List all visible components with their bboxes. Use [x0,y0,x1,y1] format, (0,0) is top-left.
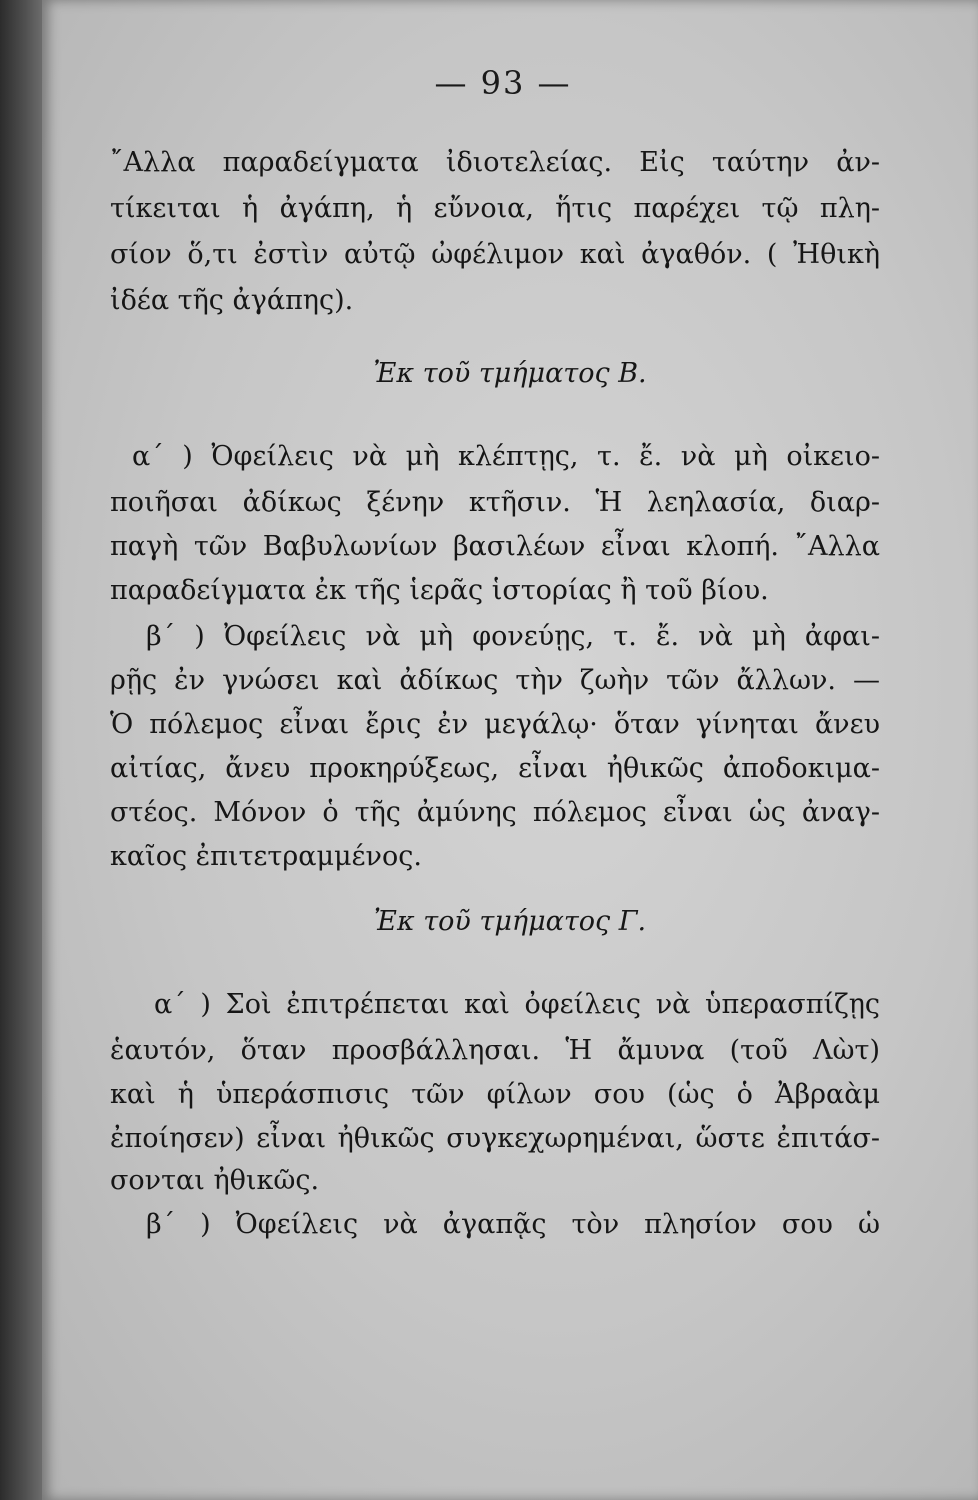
text-line: σονται ἠθικῶς. [110,1165,320,1196]
scan-edge-shadow [0,0,42,1500]
text-line: ῎Αλλα παραδείγματα ἰδιοτελείας. Εἰς ταύτην ἀν- [110,147,880,178]
section-heading: Ἐκ τοῦ τμήματος Β. [373,358,647,389]
text-line: καῖος ἐπιτετραμμένος. [110,841,422,872]
text-line: τίκειται ἡ ἀγάπη, ἡ εὔνοια, ἥτις παρέχει τῷ πλη- [110,193,880,224]
text-line: α΄ ) Ὀφείλεις νὰ μὴ κλέπτῃς, τ. ἔ. νὰ μὴ οἰκειο- [132,441,880,472]
text-line: ρῇς ἐν γνώσει καὶ ἀδίκως τὴν ζωὴν τῶν ἄλλων. — [110,665,880,696]
text-line: ἰδέα τῆς ἀγάπης). [110,285,354,316]
text-line: αἰτίας, ἄνευ προκηρύξεως, εἶναι ἠθικῶς ἀποδοκιμα- [110,753,880,784]
text-line: σίον ὅ,τι ἐστὶν αὐτῷ ὠφέλιμον καὶ ἀγαθόν. ( Ἠθικὴ [110,239,880,270]
book-page [42,0,978,1500]
text-line: β΄ ) Ὀφείλεις νὰ μὴ φονεύῃς, τ. ἔ. νὰ μὴ ἀφαι- [146,621,880,652]
section-heading: Ἐκ τοῦ τμήματος Γ. [373,906,647,937]
text-line: Ὁ πόλεμος εἶναι ἔρις ἐν μεγάλῳ· ὅταν γίνηται ἄνευ [110,709,880,740]
text-line: καὶ ἡ ὑπεράσπισις τῶν φίλων σου (ὡς ὁ Ἀβραὰμ [110,1079,880,1110]
page-number: — 93 — [434,64,572,102]
text-line: α΄ ) Σοὶ ἐπιτρέπεται καὶ ὀφείλεις νὰ ὑπερασπίζῃς [154,989,880,1020]
text-line: ἐποίησεν) εἶναι ἠθικῶς συγκεχωρημέναι, ὥστε ἐπιτάσ- [110,1123,880,1154]
text-line: παραδείγματα ἐκ τῆς ἱερᾶς ἱστορίας ἢ τοῦ βίου. [110,575,769,606]
text-line: β΄ ) Ὀφείλεις νὰ ἀγαπᾷς τὸν πλησίον σου ὡ [146,1209,880,1240]
text-line: στέος. Μόνον ὁ τῆς ἀμύνης πόλεμος εἶναι ὡς ἀναγ- [110,797,880,828]
text-line: ποιῆσαι ἀδίκως ξένην κτῆσιν. Ἡ λεηλασία, διαρ- [110,487,880,518]
text-line: παγὴ τῶν Βαβυλωνίων βασιλέων εἶναι κλοπή. ῎Αλλα [110,531,880,562]
text-line: ἑαυτόν, ὅταν προσβάλλησαι. Ἡ ἄμυνα (τοῦ Λὼτ) [110,1035,880,1066]
